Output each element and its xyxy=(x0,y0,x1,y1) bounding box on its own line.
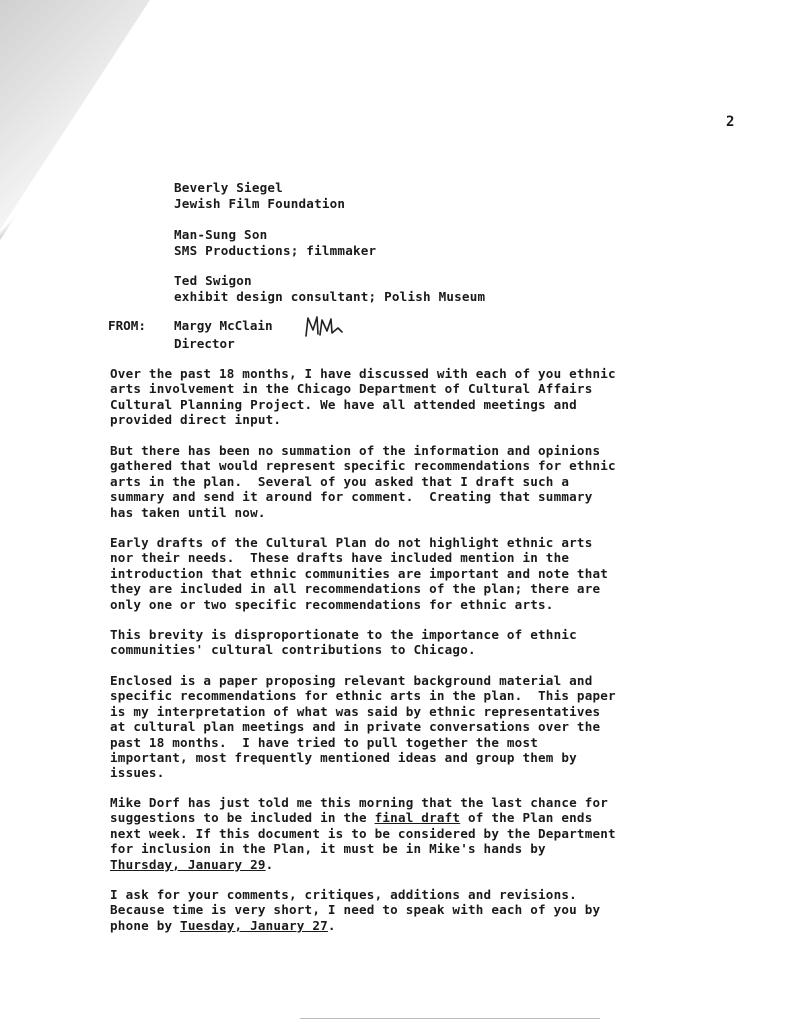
underlined-phone-date: Tuesday, January 27 xyxy=(180,917,328,933)
text-line: nor their needs. These drafts have included mention in the xyxy=(110,550,570,566)
paragraph-2 xyxy=(110,443,750,520)
text-line: Over the past 18 months, I have discussed with each of you ethnic xyxy=(110,366,616,381)
paragraph-5 xyxy=(110,673,750,781)
text-segment: . xyxy=(265,856,274,872)
sender-title: Director xyxy=(174,336,235,351)
recipient-affiliation: exhibit design consultant; Polish Museum xyxy=(174,289,486,304)
underlined-final-draft: final draft xyxy=(374,810,461,826)
page-number: 2 xyxy=(726,114,735,130)
text-line: communities' cultural contributions to Chicago. xyxy=(110,642,476,658)
text-line: Early drafts of the Cultural Plan do not highlight ethnic arts xyxy=(110,535,593,550)
text-segment: of the Plan ends xyxy=(460,810,593,826)
text-line: arts involvement in the Chicago Department of Cultural Affairs xyxy=(110,381,593,397)
folded-corner-shadow xyxy=(0,0,158,240)
text-line: important, most frequently mentioned ideas and group them by xyxy=(110,750,577,766)
text-line: provided direct input. xyxy=(110,412,282,428)
paragraph-4 xyxy=(110,627,750,658)
text-line: they are included in all recommendations of the plan; there are xyxy=(110,581,601,597)
text-line: summary and send it around for comment. Creating that summary xyxy=(110,489,593,505)
paragraph-7 xyxy=(110,887,750,933)
handwritten-initials-signature xyxy=(304,314,352,340)
paragraph-3 xyxy=(110,535,750,612)
text-line: issues. xyxy=(110,765,165,781)
recipient-name: Beverly Siegel xyxy=(174,180,283,195)
text-segment: phone by xyxy=(110,917,181,933)
scan-edge-line xyxy=(300,1018,600,1019)
text-segment: suggestions to be included in the xyxy=(110,810,375,826)
sender-name: Margy McClain xyxy=(174,318,273,333)
text-line xyxy=(110,918,750,933)
text-line: But there has been no summation of the information and opinions xyxy=(110,443,601,458)
text-line: I ask for your comments, critiques, additions and revisions. xyxy=(110,887,577,902)
text-line: This brevity is disproportionate to the importance of ethnic xyxy=(110,627,577,642)
text-line: Mike Dorf has just told me this morning that the last chance for xyxy=(110,795,609,810)
text-line: gathered that would represent specific recommendations for ethnic xyxy=(110,458,616,474)
text-segment: . xyxy=(327,917,336,933)
text-line: past 18 months. I have tried to pull together the most xyxy=(110,734,539,750)
recipient-affiliation: Jewish Film Foundation xyxy=(174,196,346,211)
from-label: FROM: xyxy=(108,318,146,333)
text-line: introduction that ethnic communities are important and note that xyxy=(110,565,609,581)
recipient-name: Ted Swigon xyxy=(174,273,252,288)
text-line: at cultural plan meetings and in private conversations over the xyxy=(110,719,601,735)
text-line: is my interpretation of what was said by ethnic representatives xyxy=(110,703,601,719)
text-line: Enclosed is a paper proposing relevant background material and xyxy=(110,673,593,688)
paragraph-1 xyxy=(110,366,750,428)
text-line xyxy=(110,810,750,825)
paragraph-6 xyxy=(110,795,750,872)
text-line: Because time is very short, I need to speak with each of you by xyxy=(110,902,601,918)
recipient-name: Man-Sung Son xyxy=(174,227,268,242)
text-line: next week. If this document is to be considered by the Department xyxy=(110,825,616,841)
text-line: Cultural Planning Project. We have all attended meetings and xyxy=(110,396,577,412)
underlined-deadline-date: Thursday, January 29 xyxy=(110,856,266,872)
text-line xyxy=(110,857,750,872)
text-line: for inclusion in the Plan, it must be in Mike's hands by xyxy=(110,841,546,857)
text-line: specific recommendations for ethnic arts in the plan. This paper xyxy=(110,688,616,704)
text-line: only one or two specific recommendations for ethnic arts. xyxy=(110,596,554,612)
text-line: arts in the plan. Several of you asked that I draft such a xyxy=(110,473,570,489)
recipient-affiliation: SMS Productions; filmmaker xyxy=(174,243,377,258)
text-line: has taken until now. xyxy=(110,504,266,520)
